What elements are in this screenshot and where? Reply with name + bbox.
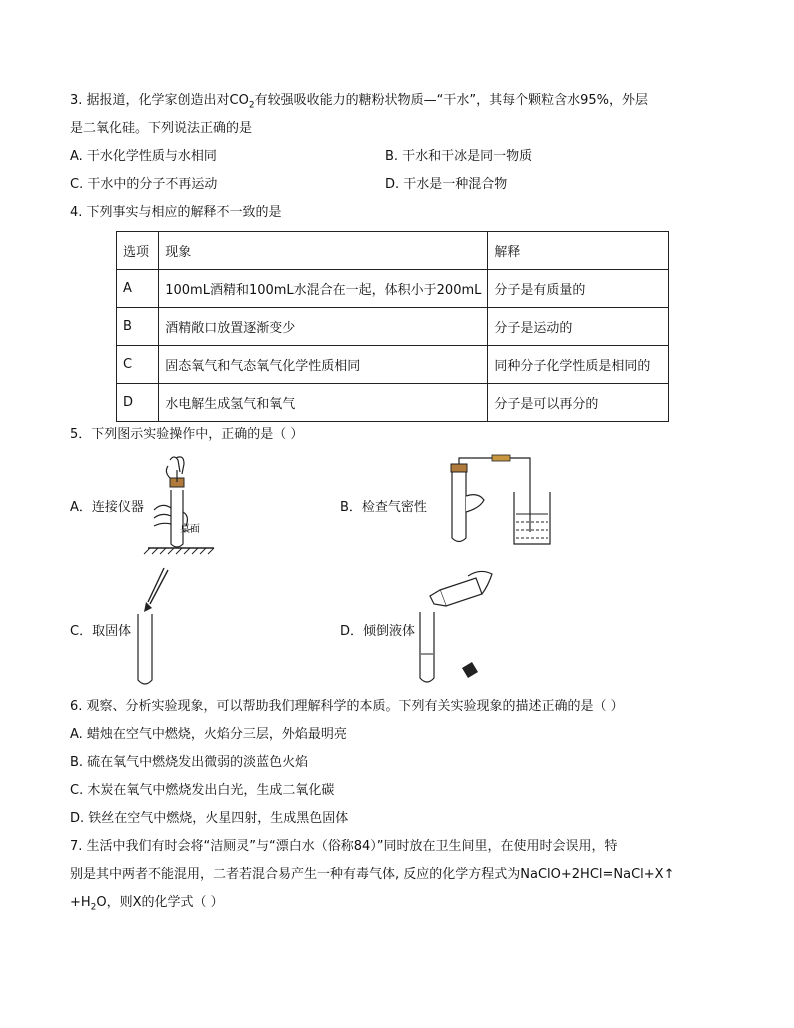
q4-table [116,231,669,422]
table-row [117,270,669,308]
q3-option-c: C. 干水中的分子不再运动 [70,177,218,192]
table-cell: C [117,346,159,384]
table-header-cell: 选项 [117,232,159,270]
table-cell: 分子是有质量的 [488,270,669,308]
q7-stem-subscript: 2 [90,902,97,913]
table-header-cell: 解释 [488,232,669,270]
q3-stem-subscript: 2 [248,100,255,111]
pour-liquid-figure [410,566,500,690]
q5-option-d-label: D．倾倒液体 [340,624,416,639]
q3-stem-part1: 3. 据报道，化学家创造出对CO [70,93,249,108]
q5-option-b-label: B．检查气密性 [340,500,427,515]
table-row [117,308,669,346]
q6-option-a: A. 蜡烛在空气中燃烧，火焰分三层，外焰最明亮 [70,727,347,742]
q7-stem-part2: O，则X的化学式（ ） [96,895,224,910]
table-cell: B [117,308,159,346]
q5-option-c-label: C．取固体 [70,624,132,639]
table-cell: 同种分子化学性质是相同的 [488,346,669,384]
table-cell: 分子是可以再分的 [488,384,669,422]
table-row [117,384,669,422]
q3-stem-part2: 有较强吸收能力的糖粉状物质—“干水”，其每个颗粒含水95%，外层 [254,93,648,108]
table-cell: 酒精敞口放置逐渐变少 [159,308,488,346]
airtightness-check-figure [440,452,560,548]
table-cell: 固态氧气和气态氧气化学性质相同 [159,346,488,384]
q7-stem-line3 [70,894,224,917]
table-cell: A [117,270,159,308]
q5-stem: 5．下列图示实验操作中，正确的是（ ） [70,427,304,442]
table-header-cell: 现象 [159,232,488,270]
q7-stem-line2: 别是其中两者不能混用，二者若混合易产生一种有毒气体, 反应的化学方程式为NaClO+2HCl=NaCl+X↑ [70,867,675,882]
table-cell: D [117,384,159,422]
q3-stem-line2: 是二氧化硅。下列说法正确的是 [70,121,253,136]
q3-stem-line1 [70,92,648,115]
q4-stem: 4. 下列事实与相应的解释不一致的是 [70,205,282,220]
table-cell: 100mL酒精和100mL水混合在一起，体积小于200mL [159,270,488,308]
q6-stem: 6. 观察、分析实验现象，可以帮助我们理解科学的本质。下列有关实验现象的描述正确的是（ ） [70,699,624,714]
table-surface-caption: 桌面 [180,524,200,535]
q6-option-c: C. 木炭在氧气中燃烧发出白光，生成二氧化碳 [70,783,335,798]
q3-option-b: B. 干水和干冰是同一物质 [385,149,533,164]
q6-option-d: D. 铁丝在空气中燃烧，火星四射，生成黑色固体 [70,811,349,826]
table-row [117,346,669,384]
q3-option-d: D. 干水是一种混合物 [385,177,508,192]
table-cell: 分子是运动的 [488,308,669,346]
table-cell: 水电解生成氢气和氧气 [159,384,488,422]
q3-option-a: A. 干水化学性质与水相同 [70,149,217,164]
q6-option-b: B. 硫在氧气中燃烧发出微弱的淡蓝色火焰 [70,755,309,770]
connect-apparatus-figure [140,452,220,556]
q5-option-a-label: A．连接仪器 [70,500,144,515]
q7-stem-part1: +H [70,895,91,910]
table-header-row [117,232,669,270]
take-solid-figure [130,566,180,690]
q7-stem-line1: 7. 生活中我们有时会将“洁厕灵”与“漂白水（俗称84）”同时放在卫生间里，在使用时会误用，特 [70,839,618,854]
